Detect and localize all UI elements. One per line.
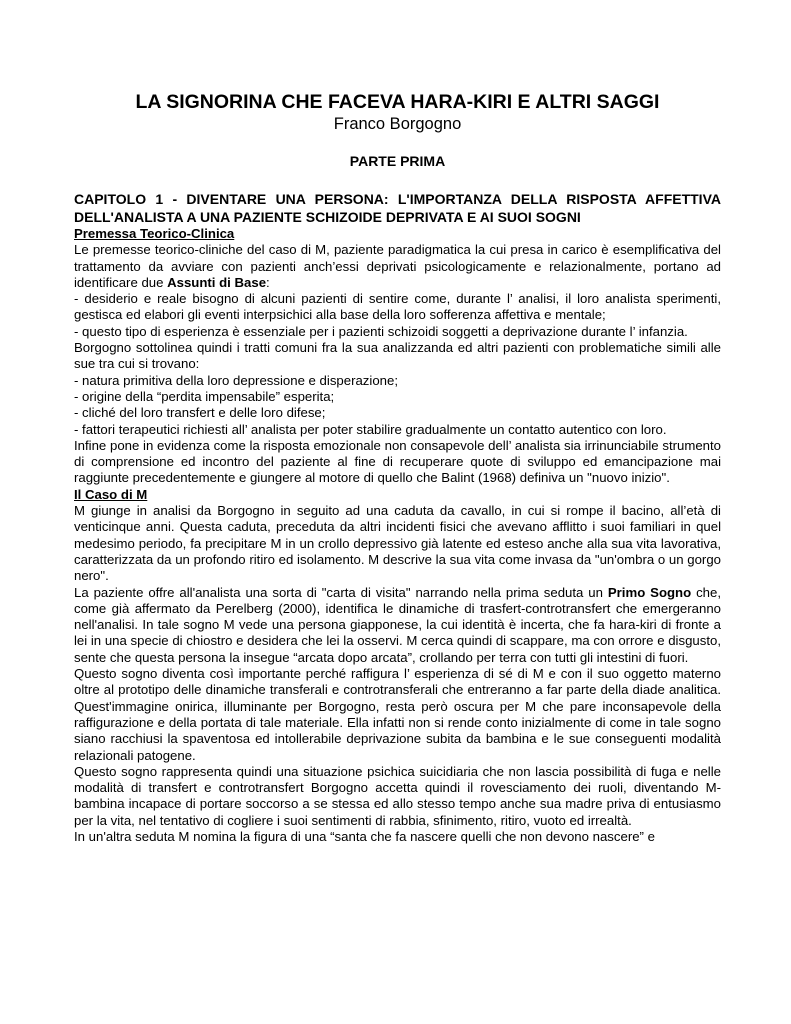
bold-term: Primo Sogno: [607, 584, 692, 600]
list-item: - desiderio e reale bisogno di alcuni pazienti di sentire come, durante l’ analisi, il loro analista sperimenti, gestisca ed elabori gli eventi interpsichici alla base della loro sofferenza affettiva e mentale;: [74, 291, 721, 323]
list-item: - fattori terapeutici richiesti all’ analista per poter stabilire gradualmente un contatto autentico con loro.: [74, 421, 667, 437]
paragraph: M giunge in analisi da Borgogno in seguito ad una caduta da cavallo, in cui si rompe il bacino, all’età di venticinque anni. Questa caduta, preceduta da altri incidenti fisici che avevano afflitto i suoi familiari in quel medesimo periodo, fa precipitare M in un crollo depressivo già latente ed esteso anche alla sua vita lavorativa, caratterizzata da un profondo ritiro ed isolamento. M descrive la sua vita come invasa da "un'ombra o un gorgo nero".: [74, 503, 721, 584]
text-run: che, come già affermato da Perelberg (2000), identifica le dinamiche di trasfert-controtransfert che emergeranno nell'analisi. In tale sogno M vede una persona giapponese, la cui identità è incerta, che fa hara-kiri di fronte a lei in una specie di chiostro e desidera che lei la osservi. M cerca quindi di scappare, ma con orrore e disgusto, sente che questa persona la insegue “arcata dopo arcata”, crollando per terra con tutti gli intestini di fuori.: [74, 584, 722, 665]
paragraph: [74, 242, 721, 291]
bold-term: Assunti di Base: [167, 274, 267, 290]
list-item: - questo tipo di esperienza è essenziale per i pazienti schizoidi soggetti a deprivazione durante l’ infanzia.: [74, 323, 688, 339]
section-heading-caso: Il Caso di M: [74, 486, 148, 502]
list-item: - cliché del loro transfert e delle loro difese;: [74, 405, 326, 421]
list-item: - natura primitiva della loro depressione e disperazione;: [74, 372, 399, 388]
document-page: [74, 90, 721, 845]
text-run: :: [266, 274, 270, 290]
document-author: Franco Borgogno: [333, 115, 462, 133]
document-title: LA SIGNORINA CHE FACEVA HARA-KIRI E ALTRI SAGGI: [135, 91, 660, 113]
paragraph: Questo sogno diventa così importante perché raffigura l’ esperienza di sé di M e con il suo oggetto materno oltre al prototipo delle dinamiche transferali e controtransferali che entreranno a far parte della diade analitica. Quest'immagine onirica, illuminante per Borgogno, resta però oscura per M che pare inconsapevole della raffigurazione e della portata di tale materiale. Ella infatti non si rende conto inizialmente di come in tale sogno siano racchiusi la spaventosa ed intollerabile deprivazione subita da bambina e le sue conseguenti modalità relazionali patogene.: [74, 666, 721, 763]
text-run: La paziente offre all'analista una sorta di "carta di visita" narrando nella prima seduta un: [74, 584, 608, 600]
paragraph: Questo sogno rappresenta quindi una situazione psichica suicidiaria che non lascia possibilità di fuga e nelle modalità di transfert e controtransfert Borgogno accetta quindi il rovesciamento dei ruoli, diventando M-bambina incapace di portare soccorso a se stessa ed allo stesso tempo anche sua madre priva di entusiasmo per la vita, nel tentativo di cogliere i suoi sentimenti di rabbia, sfinimento, ritiro, vuoto ed irrealtà.: [74, 763, 721, 828]
paragraph: [74, 585, 721, 666]
chapter-title: CAPITOLO 1 - DIVENTARE UNA PERSONA: L'IMPORTANZA DELLA RISPOSTA AFFETTIVA DELL'ANALISTA A UNA PAZIENTE SCHIZOIDE DEPRIVATA E AI SUOI SOGNI: [74, 191, 721, 225]
part-heading: PARTE PRIMA: [349, 153, 446, 169]
paragraph: Borgogno sottolinea quindi i tratti comuni fra la sua analizzanda ed altri pazienti con problematiche simili alle sue tra cui si trovano:: [74, 340, 721, 372]
section-heading-premessa: Premessa Teorico-Clinica: [74, 226, 235, 241]
text-run: Le premesse teorico-cliniche del caso di M, paziente paradigmatica la cui presa in carico è esemplificativa del trattamento da avviare con pazienti anch’essi deprivati psicologicamente e relazionalmente, portano ad identificare due: [74, 242, 721, 290]
list-item: - origine della “perdita impensabile” esperita;: [74, 388, 335, 404]
paragraph: In un'altra seduta M nomina la figura di una “santa che fa nascere quelli che non devono nascere” e: [74, 828, 655, 844]
paragraph: Infine pone in evidenza come la risposta emozionale non consapevole dell’ analista sia irrinunciabile strumento di comprensione ed incontro del paziente al fine di recuperare quote di sviluppo ed emancipazione mai raggiunte precedentemente e giungere al motore di quello che Balint (1968) definiva un "nuovo inizio".: [74, 437, 721, 486]
